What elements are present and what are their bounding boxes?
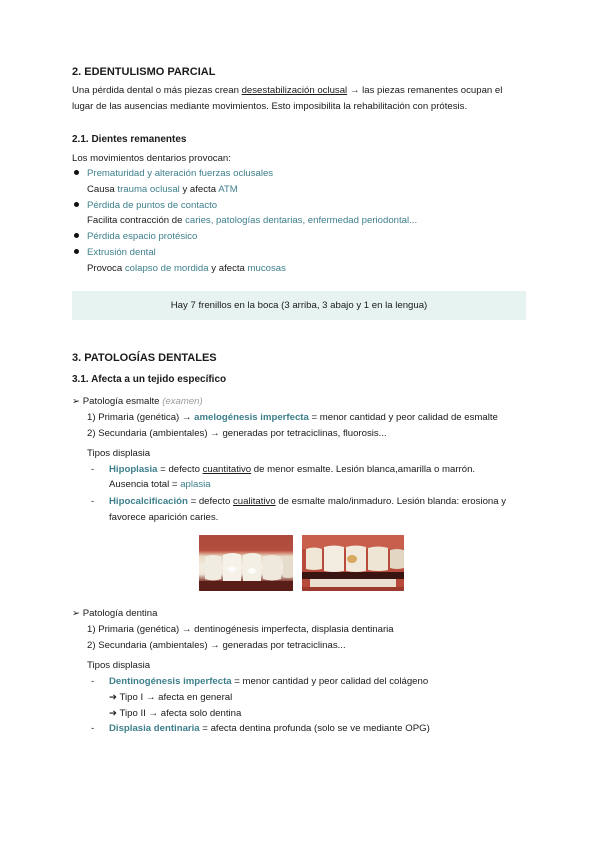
types-label: Tipos displasia bbox=[87, 448, 151, 459]
numbered-item: 2) Secundaria (ambientales) → generadas por tetraciclinas, fluorosis... bbox=[87, 428, 387, 439]
detail-highlight: ATM bbox=[218, 184, 238, 195]
def-underlined: cualitativo bbox=[232, 496, 276, 507]
list-item bbox=[74, 229, 197, 245]
topic-label: Patología esmalte bbox=[82, 396, 163, 407]
list-item-label: Extrusión dental bbox=[87, 247, 156, 258]
intro-underlined: desestabilización oclusal bbox=[241, 85, 348, 96]
dash-item bbox=[109, 494, 506, 510]
dash-item-cont: favorece aparición caries. bbox=[109, 512, 219, 523]
bullet-dot bbox=[74, 249, 79, 254]
detail-highlight: colapso de mordida bbox=[124, 263, 209, 274]
teeth-photo-hypocalcification bbox=[302, 535, 404, 591]
def-text: = defecto bbox=[157, 464, 203, 475]
list-item-detail bbox=[87, 182, 238, 198]
list-item bbox=[74, 245, 156, 261]
detail-text: y afecta bbox=[208, 263, 248, 274]
intro-text-cont: → las piezas remanentes ocupan el bbox=[347, 85, 503, 96]
def-text: de esmalte malo/inmaduro. Lesión blanda: erosiona y bbox=[275, 496, 507, 507]
dash-marker: - bbox=[91, 496, 95, 507]
teeth-icon bbox=[199, 535, 293, 591]
def-underlined: cuantitativo bbox=[202, 464, 252, 475]
detail-text: Causa bbox=[87, 184, 118, 195]
term: Hipocalcificación bbox=[109, 496, 188, 507]
arrow-bullet-icon: ➢ bbox=[72, 608, 81, 619]
term: Dentinogénesis imperfecta bbox=[109, 676, 232, 687]
topic-heading-dentina bbox=[72, 606, 157, 622]
detail-text: Facilita contracción de bbox=[87, 215, 186, 226]
list-item-label: Prematuridad y alteración fuerzas oclusales bbox=[87, 168, 274, 179]
dash-marker: - bbox=[91, 676, 95, 687]
callout-text: Hay 7 frenillos en la boca (3 arriba, 3 abajo y 1 en la lengua) bbox=[170, 300, 428, 311]
teeth-icon bbox=[302, 535, 404, 591]
topic-heading-esmalte bbox=[72, 394, 203, 410]
list-item bbox=[74, 198, 217, 214]
callout-note bbox=[72, 291, 526, 320]
bullet-dot bbox=[74, 170, 79, 175]
dash-item bbox=[109, 674, 428, 690]
sub-item-text: Tipo II → afecta solo dentina bbox=[119, 708, 242, 719]
dash-item bbox=[109, 721, 430, 737]
numbered-item bbox=[87, 410, 498, 426]
lead-text: Los movimientos dentarios provocan: bbox=[72, 153, 231, 164]
detail-highlight: caries, patologías dentarias, enfermedad periodontal... bbox=[185, 215, 418, 226]
item-text: = menor cantidad y peor calidad de esmalte bbox=[308, 412, 498, 423]
bullet-dot bbox=[74, 202, 79, 207]
def-text: = menor cantidad y peor calidad del colágeno bbox=[231, 676, 429, 687]
numbered-item: 1) Primaria (genética) → dentinogénesis imperfecta, displasia dentinaria bbox=[87, 624, 394, 635]
intro-line-1 bbox=[72, 83, 502, 99]
def-highlight: aplasia bbox=[180, 479, 211, 490]
def-text: de menor esmalte. Lesión blanca,amarilla o marrón. bbox=[251, 464, 476, 475]
item-text: 1) Primaria (genética) → bbox=[87, 412, 195, 423]
def-text: = defecto bbox=[187, 496, 233, 507]
bullet-dot bbox=[74, 233, 79, 238]
sub-arrow-item bbox=[109, 706, 241, 722]
dash-item bbox=[109, 462, 475, 478]
list-item-detail bbox=[87, 213, 417, 229]
dash-marker: - bbox=[91, 723, 95, 734]
subsection-title-dientes: 2.1. Dientes remanentes bbox=[72, 134, 187, 145]
types-label: Tipos displasia bbox=[87, 660, 151, 671]
section-title-edentulismo: 2. EDENTULISMO PARCIAL bbox=[72, 66, 216, 78]
numbered-item: 2) Secundaria (ambientales) → generadas por tetraciclinas... bbox=[87, 640, 346, 651]
term: Displasia dentinaria bbox=[109, 723, 200, 734]
detail-text: Provoca bbox=[87, 263, 125, 274]
topic-label: Patología dentina bbox=[82, 608, 158, 619]
intro-text: Una pérdida dental o más piezas crean bbox=[72, 85, 242, 96]
section-title-patologias: 3. PATOLOGÍAS DENTALES bbox=[72, 352, 217, 364]
def-text: = afecta dentina profunda (solo se ve mediante OPG) bbox=[199, 723, 430, 734]
arrow-right-icon: ➔ bbox=[109, 692, 118, 703]
arrow-right-icon: ➔ bbox=[109, 708, 118, 719]
dash-marker: - bbox=[91, 464, 95, 475]
dash-item-cont bbox=[109, 477, 211, 493]
list-item-label: Pérdida de puntos de contacto bbox=[87, 200, 218, 211]
list-item bbox=[74, 166, 273, 182]
arrow-bullet-icon: ➢ bbox=[72, 396, 81, 407]
item-highlight: amelogénesis imperfecta bbox=[194, 412, 309, 423]
sub-item-text: Tipo I → afecta en general bbox=[119, 692, 233, 703]
sub-arrow-item bbox=[109, 690, 232, 706]
detail-highlight: mucosas bbox=[247, 263, 286, 274]
subsection-title-tejido: 3.1. Afecta a un tejido específico bbox=[72, 374, 227, 385]
list-item-label: Pérdida espacio protésico bbox=[87, 231, 198, 242]
exam-tag: (examen) bbox=[162, 396, 203, 407]
detail-text: y afecta bbox=[179, 184, 219, 195]
teeth-photo-hypoplasia bbox=[199, 535, 293, 591]
term: Hipoplasia bbox=[109, 464, 158, 475]
detail-highlight: trauma oclusal bbox=[117, 184, 180, 195]
def-text: Ausencia total = bbox=[109, 479, 181, 490]
list-item-detail bbox=[87, 261, 286, 277]
intro-line-2: lugar de las ausencias mediante movimientos. Esto imposibilita la rehabilitación con prótesis. bbox=[72, 101, 468, 112]
